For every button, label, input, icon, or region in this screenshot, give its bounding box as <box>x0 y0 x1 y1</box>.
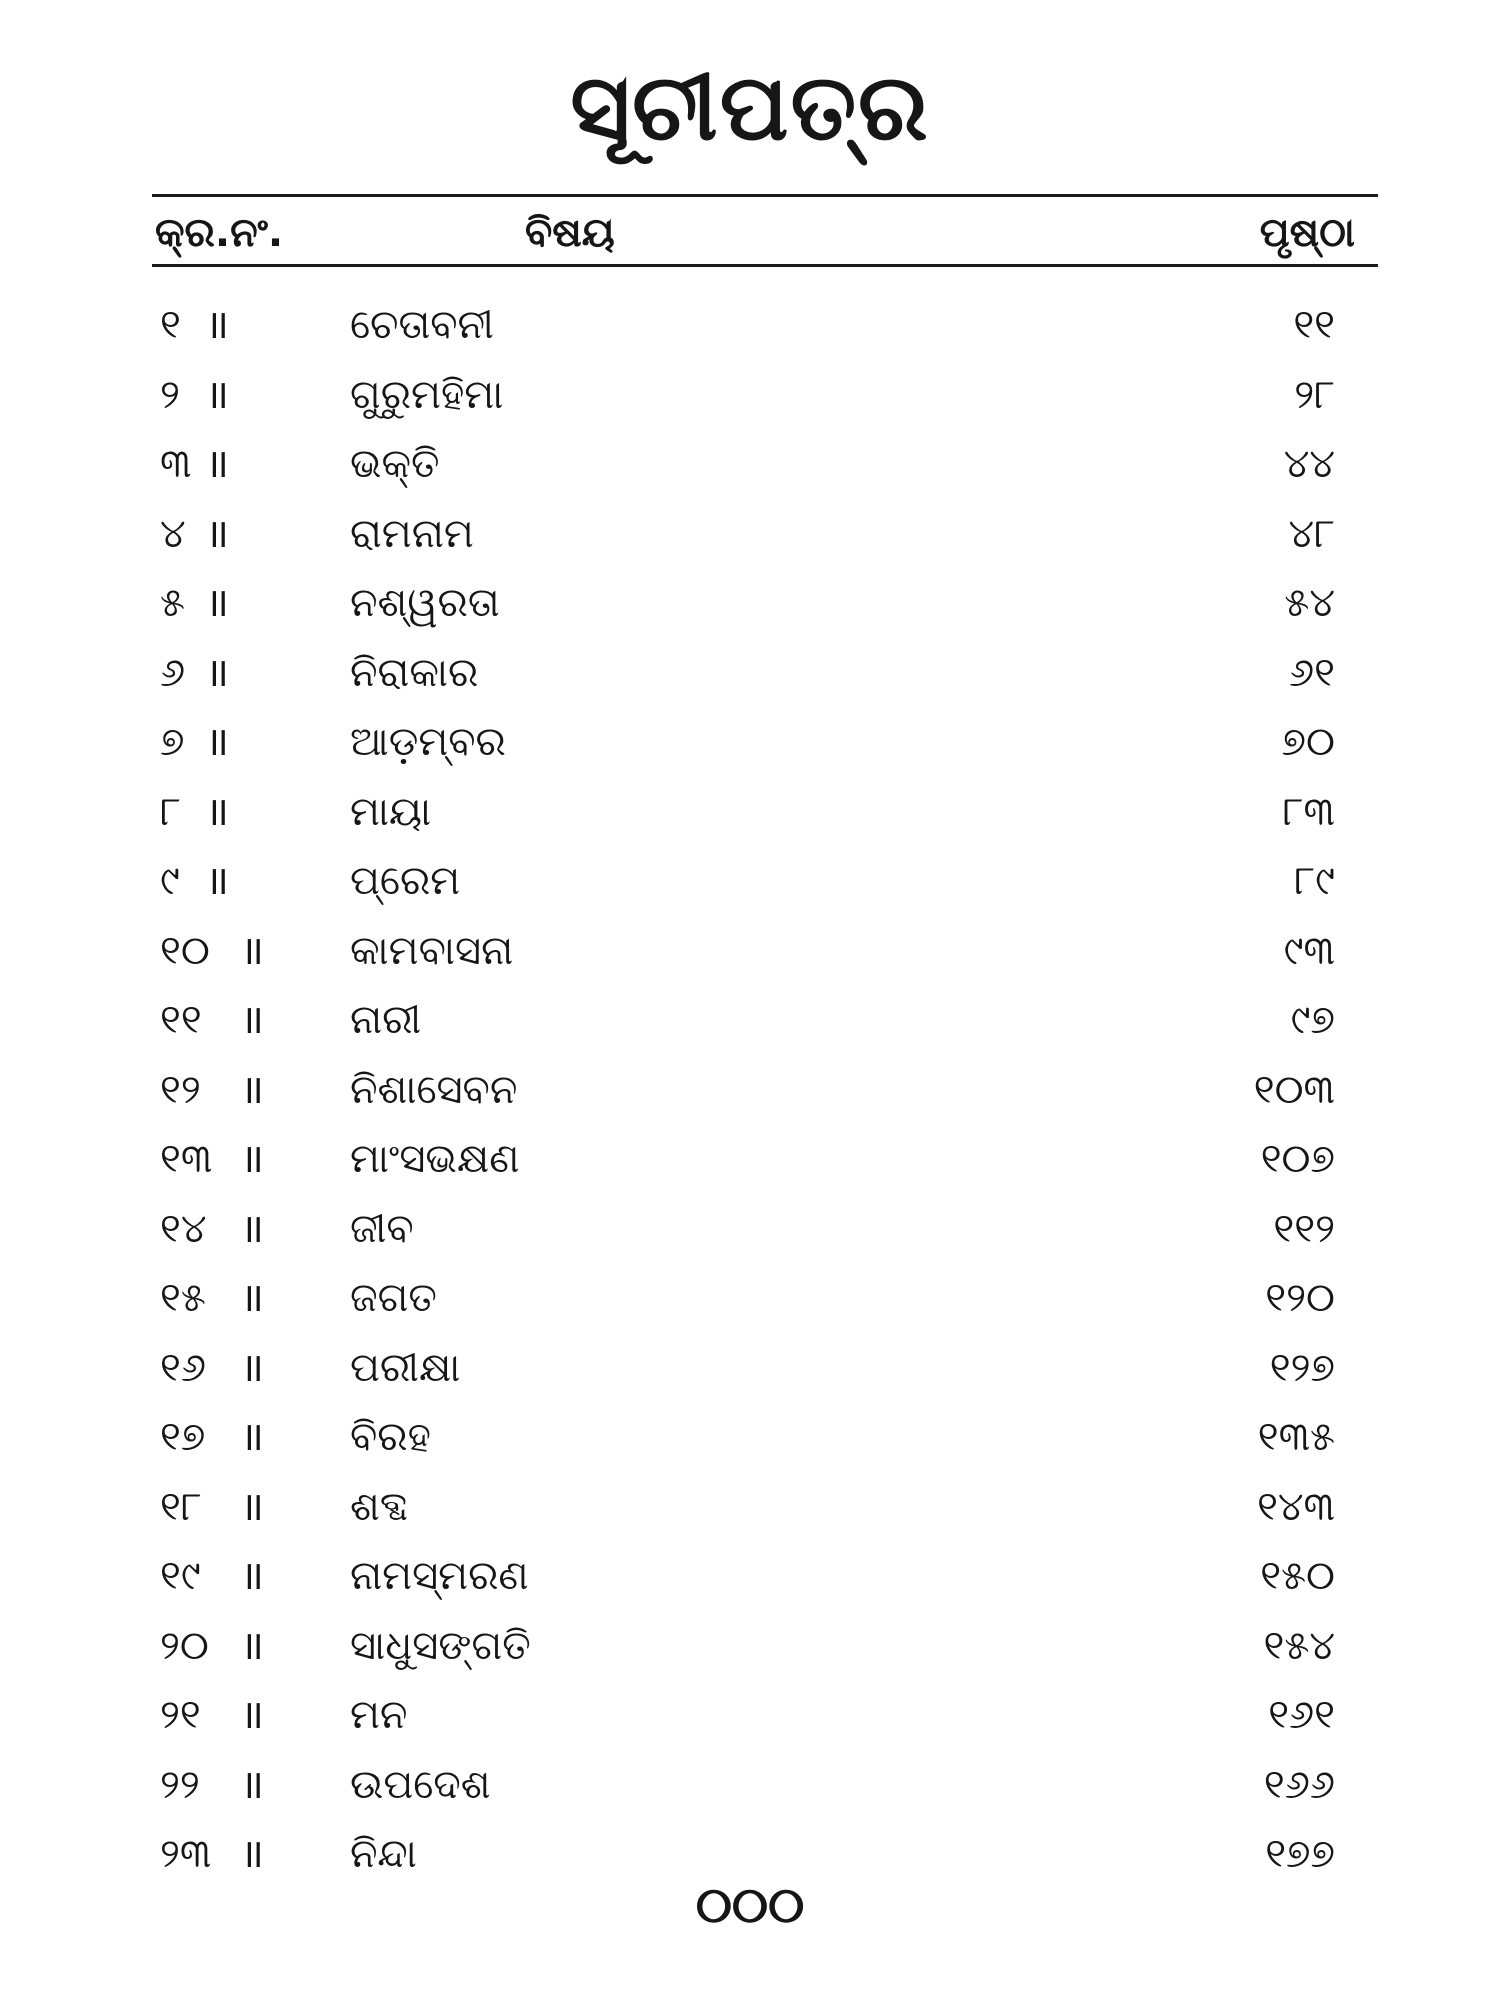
entry-topic: ଉପଦେଶ <box>350 1761 491 1808</box>
entry-page-number: ୧୦୩ <box>1253 1066 1335 1113</box>
entry-topic: ନାରୀ <box>350 997 422 1043</box>
entry-topic: ରାମନାମ <box>350 510 474 557</box>
entry-number: ୧୨ <box>160 1066 201 1113</box>
entry-number: ୫ <box>160 580 185 626</box>
toc-row <box>0 1474 1500 1544</box>
entry-separator: ॥ <box>240 1761 264 1808</box>
entry-separator: ॥ <box>205 580 229 626</box>
entry-separator: ॥ <box>205 441 229 487</box>
entry-separator: ॥ <box>240 1553 264 1599</box>
toc-row <box>0 1126 1500 1196</box>
entry-page-number: ୧୨୭ <box>1269 1344 1335 1391</box>
entry-topic: ନଶ୍ୱରତା <box>350 580 500 626</box>
toc-row <box>0 987 1500 1057</box>
entry-topic: ମାଂସଭକ୍ଷଣ <box>350 1136 520 1182</box>
toc-row <box>0 362 1500 432</box>
entry-number: ୧୫ <box>160 1275 206 1321</box>
toc-row <box>0 1265 1500 1335</box>
entry-number: ୧୩ <box>160 1136 213 1182</box>
entry-page-number: ୧୧ <box>1293 302 1335 348</box>
toc-row <box>0 431 1500 501</box>
entry-separator: ॥ <box>205 371 229 418</box>
toc-row <box>0 1682 1500 1752</box>
entry-page-number: ୧୫୪ <box>1263 1622 1335 1669</box>
entry-number: ୨୩ <box>160 1831 212 1877</box>
entry-topic: ଚେତାବନୀ <box>350 302 494 348</box>
entry-topic: ପରୀକ୍ଷା <box>350 1344 461 1391</box>
entry-separator: ॥ <box>205 858 229 904</box>
entry-separator: ॥ <box>240 927 264 974</box>
entry-number: ୭ <box>160 719 185 765</box>
entry-separator: ॥ <box>240 1205 264 1252</box>
toc-row <box>0 848 1500 918</box>
entry-page-number: ୧୩୫ <box>1257 1414 1335 1460</box>
entry-number: ୧୬ <box>160 1344 206 1391</box>
entry-separator: ॥ <box>240 1622 264 1669</box>
header-serial: କ୍ର.ନଂ. <box>155 210 284 256</box>
entry-number: ୩ <box>160 441 192 487</box>
entry-number: ୧୧ <box>160 997 202 1043</box>
entry-topic: ବିରହ <box>350 1414 431 1460</box>
entry-separator: ॥ <box>240 1066 264 1113</box>
entry-separator: ॥ <box>240 1275 264 1321</box>
entry-topic: ଶବ୍ଦ <box>350 1483 409 1530</box>
toc-row <box>0 1404 1500 1474</box>
entry-topic: ନାମସ୍ମରଣ <box>350 1553 529 1599</box>
entry-topic: ଭକ୍ତି <box>350 441 440 487</box>
entry-number: ୧୮ <box>160 1483 202 1530</box>
entry-page-number: ୧୭୭ <box>1265 1831 1335 1877</box>
toc-row <box>0 292 1500 362</box>
entry-separator: ॥ <box>240 1414 264 1460</box>
entry-topic: ଆଡ଼ମ୍ବର <box>350 719 506 765</box>
toc-row <box>0 501 1500 571</box>
toc-row <box>0 1613 1500 1683</box>
entry-page-number: ୯୩ <box>1283 927 1335 974</box>
entry-page-number: ୪୮ <box>1288 510 1335 557</box>
entry-separator: ॥ <box>240 1344 264 1391</box>
entry-separator: ॥ <box>205 510 229 557</box>
toc-row <box>0 1057 1500 1127</box>
page-title: ସୂଚୀପତ୍ର <box>570 54 930 161</box>
toc-row <box>0 1543 1500 1613</box>
header-top-rule <box>152 194 1378 197</box>
entry-separator: ॥ <box>240 1831 264 1877</box>
toc-row <box>0 640 1500 710</box>
entry-topic: କାମବାସନା <box>350 927 514 974</box>
entry-number: ୮ <box>160 788 181 835</box>
entry-number: ୧୯ <box>160 1553 201 1599</box>
entry-page-number: ୧୦୭ <box>1260 1136 1335 1182</box>
entry-number: ୧ <box>160 302 181 348</box>
entry-separator: ॥ <box>205 788 229 835</box>
header-page: ପୃଷ୍ଠା <box>1259 210 1355 256</box>
entry-topic: ନିରାକାର <box>350 649 479 696</box>
toc-row <box>0 1335 1500 1405</box>
entry-number: ୨୧ <box>160 1692 201 1738</box>
entry-separator: ॥ <box>205 302 229 348</box>
entry-page-number: ୪୪ <box>1283 441 1335 487</box>
toc-row <box>0 1752 1500 1822</box>
entry-number: ୯ <box>160 858 180 904</box>
entry-page-number: ୫୪ <box>1284 580 1335 626</box>
entry-separator: ॥ <box>205 649 229 696</box>
entry-topic: ସାଧୁସଙ୍ଗତି <box>350 1622 531 1669</box>
entry-separator: ॥ <box>240 1136 264 1182</box>
toc-row <box>0 918 1500 988</box>
entry-number: ୧୭ <box>160 1414 206 1460</box>
entry-topic: ନିଶାସେବନ <box>350 1066 518 1113</box>
entry-page-number: ୬୧ <box>1289 649 1335 696</box>
entry-page-number: ୭୦ <box>1281 719 1335 765</box>
entry-page-number: ୮୯ <box>1294 858 1335 904</box>
entry-number: ୨ <box>160 371 180 418</box>
entry-number: ୧୪ <box>160 1205 207 1252</box>
entry-topic: ପ୍ରେମ <box>350 858 461 904</box>
entry-page-number: ୨୮ <box>1294 371 1335 418</box>
toc-row <box>0 779 1500 849</box>
toc-list <box>0 292 1500 1891</box>
entry-separator: ॥ <box>240 1692 264 1738</box>
header-bottom-rule <box>152 264 1378 267</box>
entry-topic: ମନ <box>350 1692 408 1738</box>
entry-number: ୧୦ <box>160 927 210 974</box>
entry-page-number: ୧୧୨ <box>1273 1205 1335 1252</box>
entry-page-number: ୮୩ <box>1282 788 1335 835</box>
entry-separator: ॥ <box>205 719 229 765</box>
entry-page-number: ୧୫୦ <box>1260 1553 1335 1599</box>
entry-page-number: ୯୭ <box>1290 997 1335 1043</box>
entry-topic: ଜୀବ <box>350 1205 414 1252</box>
entry-topic: ମାୟା <box>350 788 432 835</box>
entry-number: ୪ <box>160 510 186 557</box>
page-folio: ୦୦୦ <box>695 1876 805 1934</box>
entry-number: ୬ <box>160 649 186 696</box>
entry-separator: ॥ <box>240 1483 264 1530</box>
entry-page-number: ୧୪୩ <box>1257 1483 1335 1530</box>
entry-topic: ଗୁରୁମହିମା <box>350 371 504 418</box>
entry-topic: ଜଗତ <box>350 1275 437 1321</box>
entry-number: ୨୨ <box>160 1761 200 1808</box>
toc-row <box>0 1196 1500 1266</box>
entry-page-number: ୧୬୬ <box>1263 1761 1335 1808</box>
header-subject: ବିଷୟ <box>525 210 615 256</box>
entry-page-number: ୧୬୧ <box>1268 1692 1335 1738</box>
toc-row <box>0 709 1500 779</box>
entry-number: ୨୦ <box>160 1622 209 1669</box>
entry-topic: ନିନ୍ଦା <box>350 1831 417 1877</box>
entry-separator: ॥ <box>240 997 264 1043</box>
toc-row <box>0 570 1500 640</box>
entry-page-number: ୧୨୦ <box>1265 1275 1335 1321</box>
